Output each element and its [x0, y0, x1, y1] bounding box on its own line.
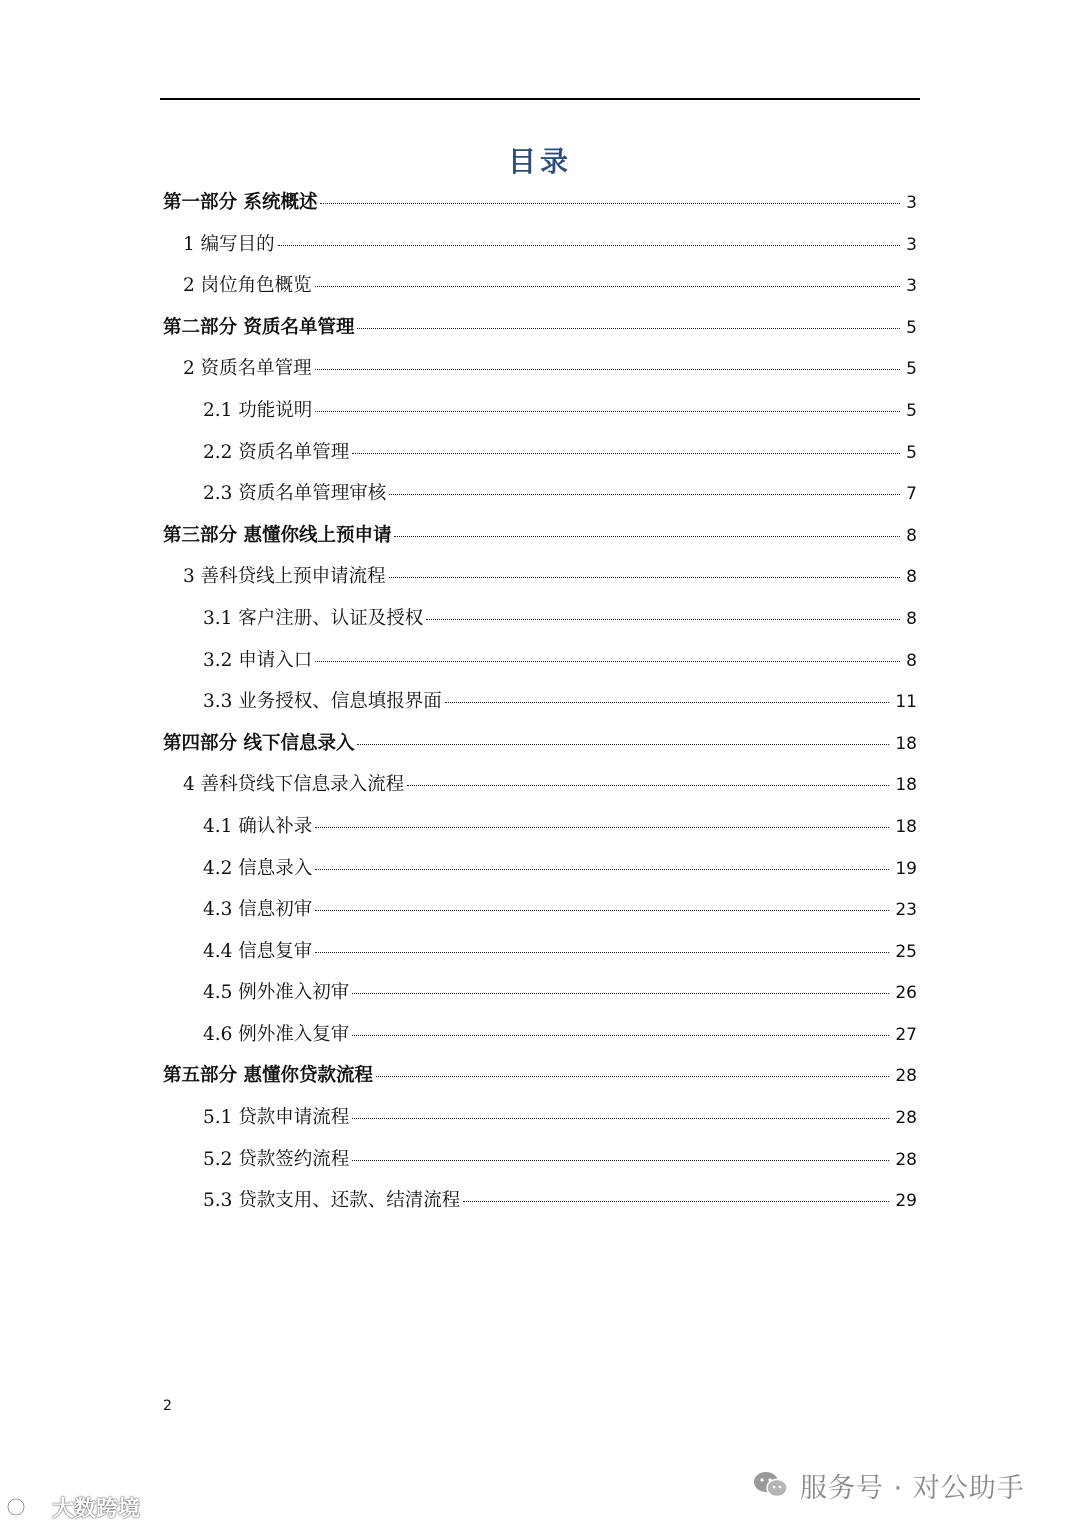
toc-entry[interactable] [163, 228, 917, 270]
toc-entry-title: 4.4 信息复审 [203, 940, 313, 962]
dot-leader [389, 494, 900, 495]
dot-leader [278, 245, 901, 246]
toc-entry-page: 29 [895, 1191, 917, 1212]
toc-entry-title: 4.2 信息录入 [203, 857, 313, 879]
watermark-service-account [752, 1465, 1025, 1505]
toc-entry[interactable] [163, 352, 917, 394]
toc-entry[interactable] [163, 477, 917, 519]
toc-entry[interactable] [163, 1101, 917, 1143]
toc-entry[interactable] [163, 768, 917, 810]
toc-entry-page: 8 [906, 608, 917, 629]
dot-leader [426, 619, 900, 620]
toc-entry-title: 4.5 例外准入初审 [203, 982, 350, 1004]
table-of-contents [163, 186, 917, 1226]
toc-entry-page: 5 [906, 400, 917, 421]
toc-part-entry[interactable] [163, 727, 917, 769]
toc-entry-page: 18 [895, 775, 917, 796]
toc-entry-title: 3.1 客户注册、认证及授权 [203, 607, 424, 629]
toc-entry-title: 3 善科贷线上预申请流程 [183, 566, 386, 588]
toc-title: 目录 [507, 145, 572, 178]
toc-entry-page: 28 [895, 1108, 917, 1129]
toc-entry-title: 3.3 业务授权、信息填报界面 [203, 691, 442, 713]
toc-entry-page: 3 [906, 234, 917, 255]
toc-entry-page: 26 [895, 983, 917, 1004]
toc-entry-page: 3 [906, 193, 917, 213]
dot-leader [315, 910, 889, 911]
dot-leader [463, 1201, 889, 1202]
toc-entry-page: 28 [895, 1066, 917, 1087]
logo-icon [6, 1494, 48, 1520]
page-number: 2 [163, 1398, 172, 1414]
dot-leader [352, 993, 889, 994]
watermark-right-text: 服务号 · 对公助手 [800, 1472, 1025, 1504]
dot-leader [376, 1076, 889, 1077]
toc-entry-page: 25 [895, 941, 917, 962]
toc-entry[interactable] [163, 852, 917, 894]
toc-entry-title: 第三部分 惠懂你线上预申请 [163, 524, 392, 546]
toc-entry[interactable] [163, 810, 917, 852]
toc-entry[interactable] [163, 935, 917, 977]
toc-entry-page: 23 [895, 900, 917, 921]
toc-entry[interactable] [163, 685, 917, 727]
dot-leader [352, 1035, 889, 1036]
toc-entry-title: 第四部分 线下信息录入 [163, 732, 355, 754]
dot-leader [357, 328, 900, 329]
dot-leader [315, 952, 889, 953]
toc-entry[interactable] [163, 644, 917, 686]
toc-entry-title: 2 资质名单管理 [183, 358, 312, 380]
toc-entry-page: 8 [906, 567, 917, 588]
toc-entry-title: 第五部分 惠懂你贷款流程 [163, 1065, 373, 1087]
watermark-left-text: 大数跨境 [52, 1496, 141, 1522]
toc-entry-title: 2.2 资质名单管理 [203, 441, 350, 463]
toc-entry[interactable] [163, 436, 917, 478]
dot-leader [315, 286, 901, 287]
toc-entry-page: 8 [906, 525, 917, 546]
toc-entry-page: 3 [906, 276, 917, 297]
toc-part-entry[interactable] [163, 311, 917, 353]
toc-part-entry[interactable] [163, 186, 917, 228]
toc-entry-page: 28 [895, 1149, 917, 1170]
toc-entry[interactable] [163, 269, 917, 311]
toc-entry-page: 8 [906, 650, 917, 671]
dot-leader [315, 827, 889, 828]
toc-entry-title: 2 岗位角色概览 [183, 275, 312, 297]
toc-entry-page: 11 [895, 692, 917, 713]
header-rule [160, 98, 920, 100]
toc-entry-page: 19 [895, 858, 917, 879]
dot-leader [315, 411, 900, 412]
dot-leader [352, 1118, 889, 1119]
toc-entry[interactable] [163, 976, 917, 1018]
toc-entry-page: 18 [895, 816, 917, 837]
dot-leader [357, 744, 889, 745]
toc-entry-page: 7 [906, 484, 917, 505]
toc-entry-page: 18 [895, 733, 917, 754]
toc-entry[interactable] [163, 1018, 917, 1060]
toc-entry-title: 1 编写目的 [183, 233, 275, 255]
toc-entry[interactable] [163, 560, 917, 602]
dot-leader [315, 869, 889, 870]
toc-entry[interactable] [163, 394, 917, 436]
toc-part-entry[interactable] [163, 1059, 917, 1101]
toc-entry-page: 5 [906, 359, 917, 380]
dot-leader [352, 453, 900, 454]
dot-leader [445, 702, 890, 703]
toc-entry-page: 27 [895, 1024, 917, 1045]
dot-leader [352, 1160, 889, 1161]
toc-entry-title: 4.6 例外准入复审 [203, 1023, 350, 1045]
dot-leader [394, 536, 900, 537]
toc-entry[interactable] [163, 1184, 917, 1226]
toc-entry[interactable] [163, 893, 917, 935]
toc-entry-title: 4.1 确认补录 [203, 815, 313, 837]
toc-entry-title: 第二部分 资质名单管理 [163, 316, 355, 338]
toc-entry-title: 2.1 功能说明 [203, 399, 313, 421]
toc-entry-title: 第一部分 系统概述 [163, 192, 318, 213]
toc-entry-page: 5 [906, 442, 917, 463]
toc-entry-page: 5 [906, 317, 917, 338]
toc-entry-title: 4.3 信息初审 [203, 899, 313, 921]
toc-entry-title: 5.1 贷款申请流程 [203, 1107, 350, 1129]
dot-leader [315, 661, 900, 662]
toc-entry-title: 2.3 资质名单管理审核 [203, 483, 387, 505]
toc-entry[interactable] [163, 602, 917, 644]
dot-leader [320, 203, 900, 204]
toc-entry-title: 4 善科贷线下信息录入流程 [183, 774, 405, 796]
toc-entry-title: 3.2 申请入口 [203, 649, 313, 671]
dot-leader [389, 577, 901, 578]
watermark-brand [6, 1492, 140, 1522]
toc-entry-title: 5.3 贷款支用、还款、结清流程 [203, 1190, 461, 1212]
wechat-icon [752, 1470, 790, 1500]
toc-part-entry[interactable] [163, 519, 917, 561]
dot-leader [407, 785, 889, 786]
toc-entry[interactable] [163, 1143, 917, 1185]
toc-entry-title: 5.2 贷款签约流程 [203, 1148, 350, 1170]
dot-leader [315, 369, 901, 370]
